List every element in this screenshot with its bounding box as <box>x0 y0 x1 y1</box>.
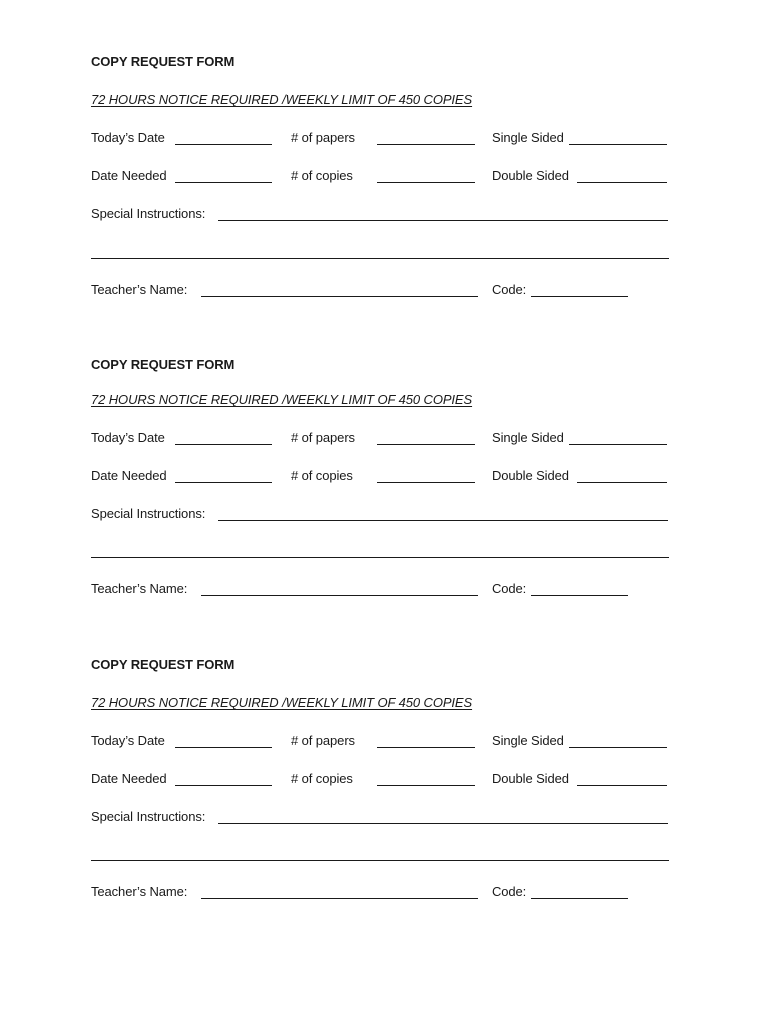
date-needed-field[interactable] <box>175 785 272 786</box>
num-papers-label: # of papers <box>291 430 355 445</box>
num-papers-label: # of papers <box>291 130 355 145</box>
todays-date-field[interactable] <box>175 444 272 445</box>
code-field[interactable] <box>531 595 628 596</box>
todays-date-field[interactable] <box>175 747 272 748</box>
code-label: Code: <box>492 282 527 297</box>
date-needed-label: Date Needed <box>91 468 167 483</box>
teachers-name-field[interactable] <box>201 595 478 596</box>
teachers-name-label: Teacher’s Name: <box>91 581 188 596</box>
date-needed-label: Date Needed <box>91 771 167 786</box>
todays-date-label: Today’s Date <box>91 733 165 748</box>
num-copies-label: # of copies <box>291 771 353 786</box>
special-instructions-field[interactable] <box>218 823 668 824</box>
num-papers-field[interactable] <box>377 747 475 748</box>
code-field[interactable] <box>531 898 628 899</box>
teachers-name-label: Teacher’s Name: <box>91 282 188 297</box>
todays-date-field[interactable] <box>175 144 272 145</box>
double-sided-field[interactable] <box>577 182 667 183</box>
date-needed-field[interactable] <box>175 182 272 183</box>
teachers-name-field[interactable] <box>201 898 478 899</box>
single-sided-label: Single Sided <box>492 130 564 145</box>
notice-text: 72 HOURS NOTICE REQUIRED /WEEKLY LIMIT OF 450 COPIES <box>91 392 473 407</box>
special-instructions-field[interactable] <box>218 220 668 221</box>
special-instructions-field-line-2[interactable] <box>91 557 669 558</box>
teachers-name-label: Teacher’s Name: <box>91 884 188 899</box>
form-title: COPY REQUEST FORM <box>91 357 235 372</box>
form-title: COPY REQUEST FORM <box>91 657 235 672</box>
double-sided-label: Double Sided <box>492 168 569 183</box>
num-copies-label: # of copies <box>291 168 353 183</box>
copy-request-form <box>0 52 770 332</box>
special-instructions-field[interactable] <box>218 520 668 521</box>
notice-text: 72 HOURS NOTICE REQUIRED /WEEKLY LIMIT OF 450 COPIES <box>91 92 473 107</box>
copy-request-form <box>0 655 770 935</box>
notice-text: 72 HOURS NOTICE REQUIRED /WEEKLY LIMIT OF 450 COPIES <box>91 695 473 710</box>
form-title: COPY REQUEST FORM <box>91 54 235 69</box>
double-sided-label: Double Sided <box>492 468 569 483</box>
code-label: Code: <box>492 884 527 899</box>
code-label: Code: <box>492 581 527 596</box>
single-sided-field[interactable] <box>569 444 667 445</box>
num-copies-field[interactable] <box>377 482 475 483</box>
double-sided-label: Double Sided <box>492 771 569 786</box>
num-copies-label: # of copies <box>291 468 353 483</box>
code-field[interactable] <box>531 296 628 297</box>
todays-date-label: Today’s Date <box>91 430 165 445</box>
double-sided-field[interactable] <box>577 482 667 483</box>
num-papers-label: # of papers <box>291 733 355 748</box>
num-papers-field[interactable] <box>377 144 475 145</box>
single-sided-label: Single Sided <box>492 733 564 748</box>
single-sided-label: Single Sided <box>492 430 564 445</box>
copy-request-form <box>0 355 770 635</box>
special-instructions-label: Special Instructions: <box>91 809 206 824</box>
single-sided-field[interactable] <box>569 747 667 748</box>
date-needed-field[interactable] <box>175 482 272 483</box>
date-needed-label: Date Needed <box>91 168 167 183</box>
todays-date-label: Today’s Date <box>91 130 165 145</box>
num-copies-field[interactable] <box>377 785 475 786</box>
single-sided-field[interactable] <box>569 144 667 145</box>
teachers-name-field[interactable] <box>201 296 478 297</box>
num-copies-field[interactable] <box>377 182 475 183</box>
special-instructions-label: Special Instructions: <box>91 206 206 221</box>
num-papers-field[interactable] <box>377 444 475 445</box>
double-sided-field[interactable] <box>577 785 667 786</box>
special-instructions-label: Special Instructions: <box>91 506 206 521</box>
special-instructions-field-line-2[interactable] <box>91 860 669 861</box>
special-instructions-field-line-2[interactable] <box>91 258 669 259</box>
